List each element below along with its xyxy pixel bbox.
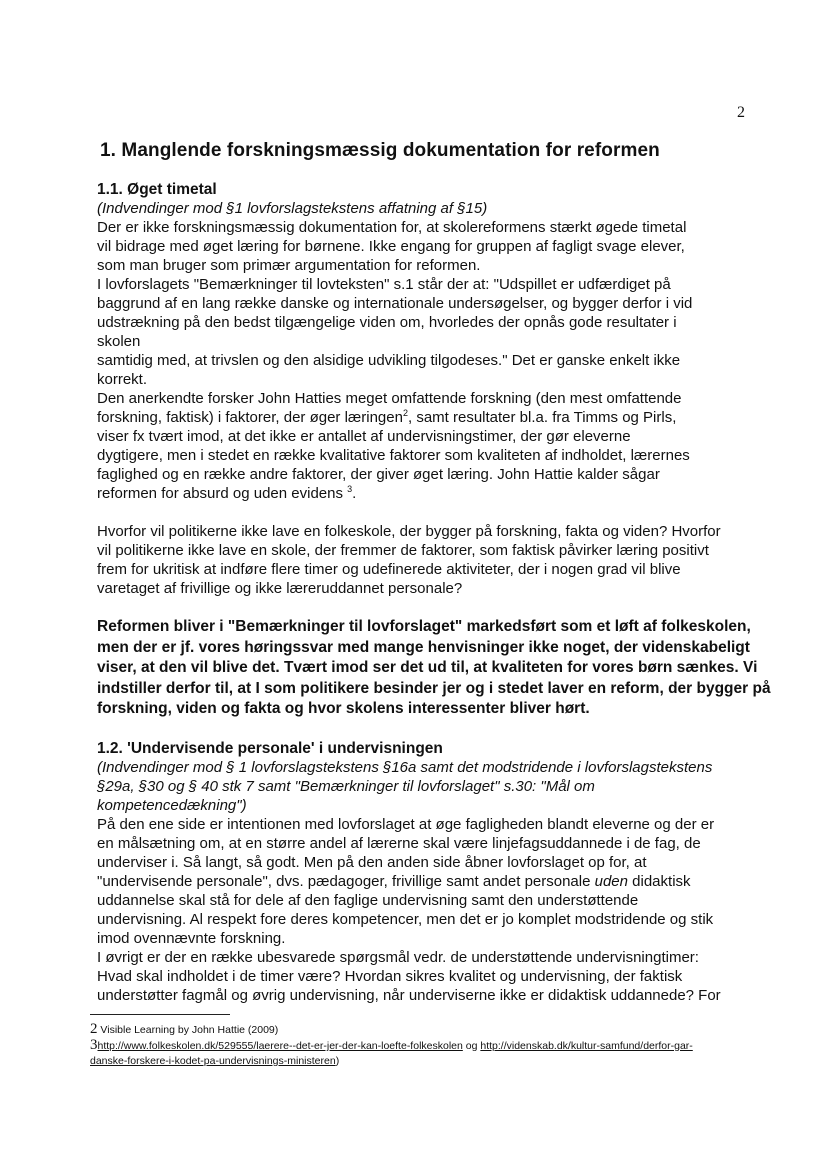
- footnote-divider: [90, 1014, 230, 1015]
- bold-text-line: men der er jf. vores høringssvar med mange henvisninger ikke noget, der videnskabeligt: [97, 638, 750, 656]
- footnote-text: Visible Learning by John Hattie (2009): [100, 1024, 279, 1036]
- section-1-1-title: 1.1. Øget timetal: [97, 181, 217, 198]
- footnote-ref-2: 2: [402, 408, 408, 418]
- text-line: som man bruger som primær argumentation for reformen.: [97, 257, 481, 274]
- section-1-2-subtitle: kompetencedækning"): [97, 796, 247, 814]
- text-line: understøtter fagmål og øvrig undervisning, når underviserne ikke er didaktisk uddannede? For: [97, 986, 721, 1004]
- text-line: varetaget af frivillige og ikke læreruddannet personale?: [97, 580, 463, 597]
- text-span: forskning, faktisk) i faktorer, der øger læringen: [97, 409, 403, 426]
- text-line: underviser i. Så langt, så godt. Men på den anden side åbner lovforslaget op for, at: [97, 853, 647, 871]
- text-line: skolen: [97, 333, 141, 350]
- emphasis-uden: uden: [594, 872, 628, 890]
- text-line: Hvad skal indholdet i de timer være? Hvordan sikres kvalitet og undervisning, der faktisk: [97, 967, 683, 985]
- text-line: frem for ukritisk at indføre flere timer og udefinerede aktiviteter, der i nogen grad vil blive: [97, 561, 681, 578]
- section-1-2-subtitle: (Indvendinger mod § 1 lovforslagstekstens §16a samt det modstridende i lovforslagstekstens: [97, 758, 713, 776]
- text-line: [97, 872, 747, 891]
- footnotes: [90, 1022, 750, 1069]
- text-span: didaktisk: [628, 872, 691, 890]
- text-line: udstrækning på den bedst tilgængelige viden om, hvorledes der opnås gode resultater i: [97, 314, 677, 331]
- footnote-3: [90, 1038, 750, 1069]
- text-span: "undervisende personale", dvs. pædagoger, frivillige samt andet personale: [97, 872, 595, 890]
- main-heading: 1. Manglende forskningsmæssig dokumentation for reformen: [100, 140, 660, 161]
- bold-text-line: indstiller derfor til, at I som politikere besinder jer og i stedet laver en reform, der bygger på: [97, 679, 771, 697]
- text-span: , samt resultater bl.a. fra Timms og Pirls,: [407, 409, 677, 426]
- footnote-ref-3: 3: [347, 484, 353, 494]
- text-line: [97, 484, 747, 503]
- text-line: I lovforslagets "Bemærkninger til lovteksten" s.1 står der at: "Udspillet er udfærdiget på: [97, 276, 671, 293]
- bold-text-line: forskning, viden og fakta og hvor skolens interessenter bliver hørt.: [97, 700, 590, 717]
- text-line: Hvorfor vil politikerne ikke lave en folkeskole, der bygger på forskning, fakta og viden? Hvorfor: [97, 523, 721, 540]
- text-line: korrekt.: [97, 371, 148, 388]
- page-number: 2: [737, 104, 745, 121]
- section-1-2-title: 1.2. 'Undervisende personale' i undervisningen: [97, 739, 443, 757]
- footnote-number: 2: [90, 1021, 98, 1037]
- footnote-text: ): [335, 1055, 340, 1067]
- footnote-number: 3: [90, 1037, 98, 1053]
- text-line: dygtigere, men i stedet en række kvalitative faktorer som kvaliteten af indholdet, lærernes: [97, 447, 690, 464]
- text-line: samtidig med, at trivslen og den alsidige udvikling tilgodeses." Det er ganske enkelt ikke: [97, 352, 681, 369]
- text-line: undervisning. Al respekt fore deres kompetencer, men det er jo komplet modstridende og stik: [97, 910, 714, 928]
- document-body: [97, 140, 771, 1005]
- text-line: en målsætning om, at en større andel af lærerne skal være linjefagsuddannede i de fag, de: [97, 834, 701, 852]
- text-line: imod ovennævnte forskning.: [97, 929, 286, 947]
- bold-text-line: Reformen bliver i "Bemærkninger til lovforslaget" markedsført som et løft af folkeskolen,: [97, 618, 751, 635]
- text-line: Den anerkendte forsker John Hatties meget omfattende forskning (den mest omfattende: [97, 390, 682, 407]
- footnote-text: og: [462, 1040, 481, 1052]
- text-line: baggrund af en lang række danske og internationale undersøgelser, og bygger derfor i vid: [97, 295, 693, 312]
- section-1-2-subtitle: §29a, §30 og § 40 stk 7 samt "Bemærkninger til lovforslaget" s.30: "Mål om: [97, 777, 595, 795]
- text-line: vil bidrage med øget læring for børnene. Ikke engang for gruppen af fagligt svage elever,: [97, 238, 685, 255]
- text-line: I øvrigt er der en række ubesvarede spørgsmål vedr. de understøttende undervisningtimer:: [97, 948, 699, 966]
- section-1-1: [97, 180, 771, 720]
- section-1-1-subtitle: (Indvendinger mod §1 lovforslagstekstens affatning af §15): [97, 200, 488, 217]
- text-line: viser fx tvært imod, at det ikke er antallet af undervisningstimer, der gør eleverne: [97, 428, 631, 445]
- text-line: På den ene side er intentionen med lovforslaget at øge fagligheden blandt eleverne og der er: [97, 815, 715, 833]
- text-span: reformen for absurd og uden evidens: [97, 485, 348, 502]
- footnote-link-videnskab[interactable]: http://videnskab.dk/kultur-samfund/derfor-gar-: [480, 1040, 693, 1052]
- footnote-2: [90, 1022, 750, 1038]
- bold-text-line: viser, at den vil blive det. Tvært imod ser det ud til, at kvaliteten for vores børn sænkes. Vi: [97, 659, 758, 676]
- text-line: faglighed og en række andre faktorer, der giver øget læring. John Hattie kalder sågar: [97, 466, 660, 483]
- text-span: .: [352, 485, 357, 502]
- text-line: vil politikerne ikke lave en skole, der fremmer de faktorer, som faktisk påvirker læring positivt: [97, 542, 709, 559]
- text-line: uddannelse skal stå for dele af den faglige undervisning samt den understøttende: [97, 891, 639, 909]
- text-line: [97, 408, 747, 427]
- footnote-link-videnskab-cont[interactable]: danske-forskere-i-kodet-pa-undervisnings-ministeren: [90, 1055, 336, 1067]
- section-1-2: [97, 739, 747, 1005]
- footnote-link-folkeskolen[interactable]: http://www.folkeskolen.dk/529555/laerere--det-er-jer-der-kan-loefte-folkeskolen: [97, 1040, 463, 1052]
- text-line: Der er ikke forskningsmæssig dokumentation for, at skolereformens stærkt øgede timetal: [97, 219, 687, 236]
